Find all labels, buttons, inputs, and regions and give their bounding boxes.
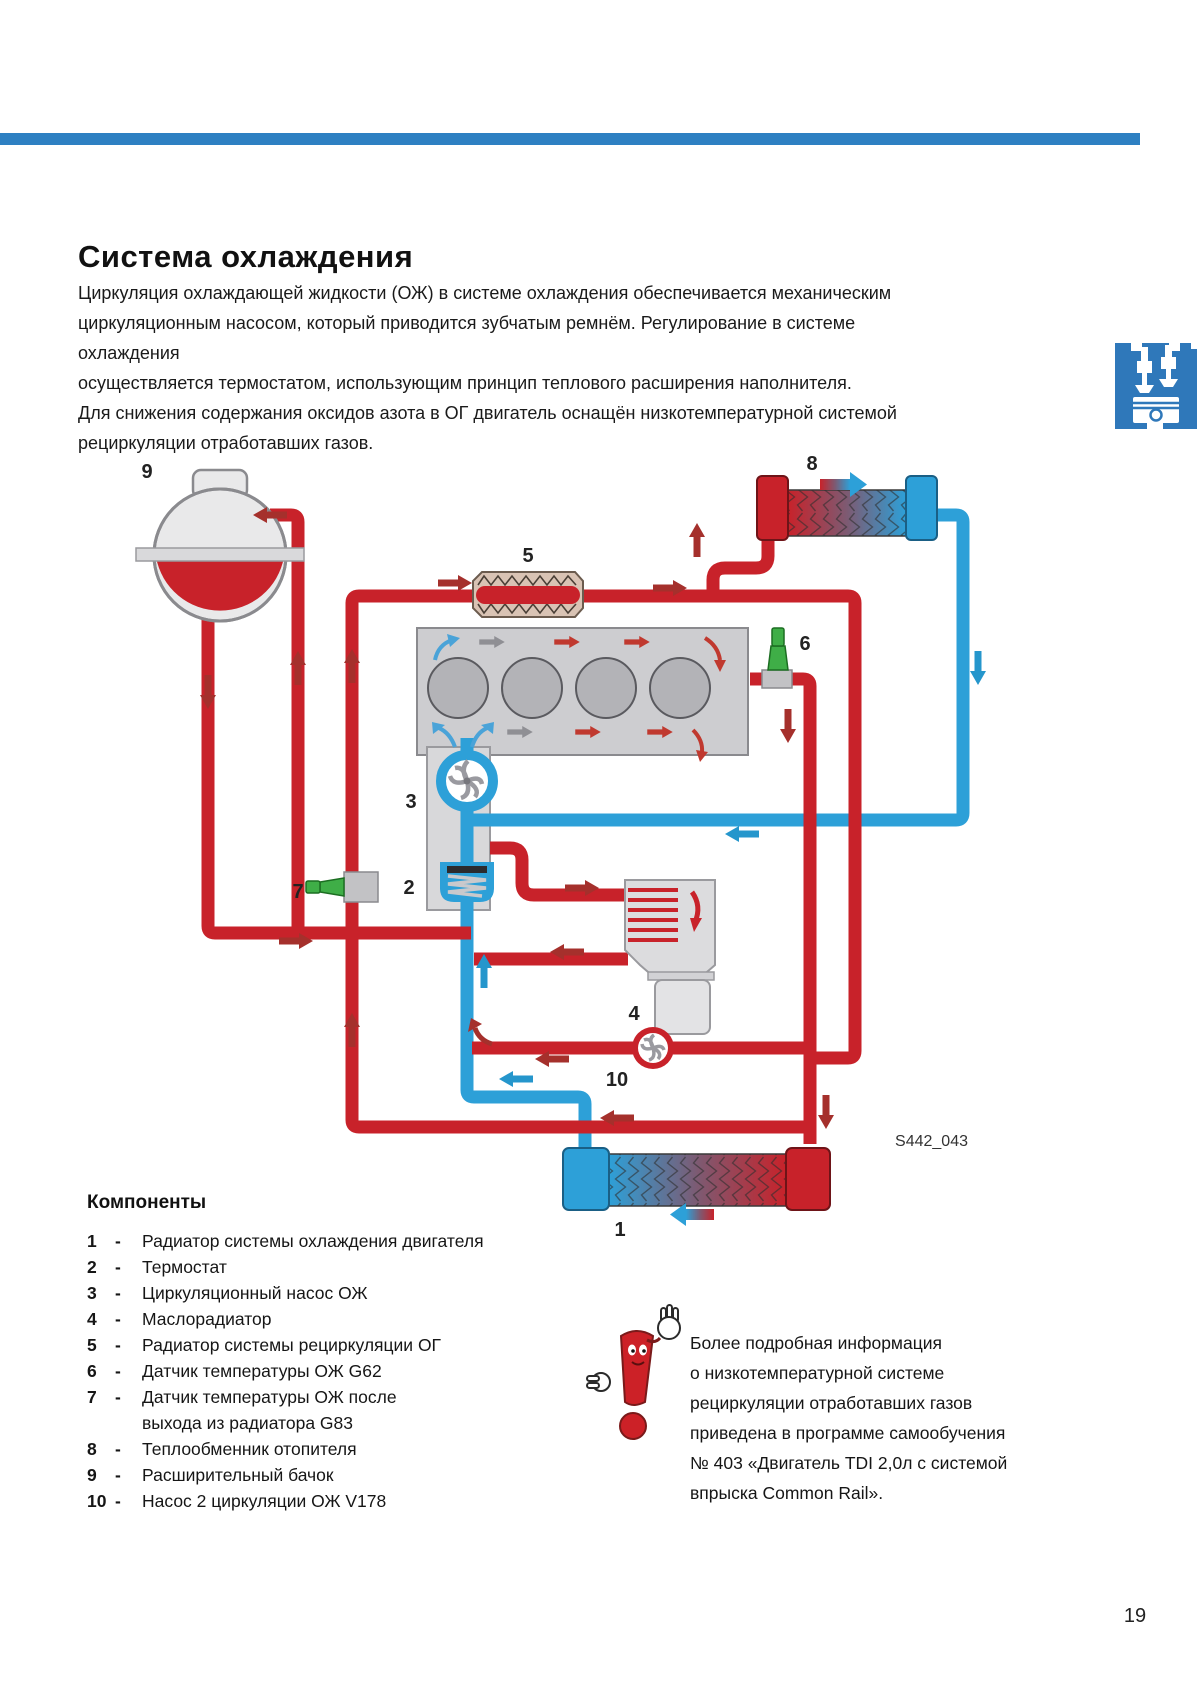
legend-item: 9 - Расширительный бачок	[87, 1465, 334, 1485]
diagram-code: S442_043	[895, 1133, 968, 1150]
auxiliary-pump	[632, 1027, 674, 1069]
legend-item: 8 - Теплообменник отопителя	[87, 1439, 357, 1459]
cooling-system-diagram	[120, 420, 1000, 1240]
components-heading: Компоненты	[87, 1192, 207, 1213]
label-9: 9	[141, 461, 153, 483]
oil-filter-flange	[648, 972, 714, 980]
legend-item: 6 - Датчик температуры ОЖ G62	[87, 1361, 382, 1381]
legend-item-continuation: выхода из радиатора G83	[142, 1413, 353, 1433]
note-line: № 403 «Двигатель TDI 2,0л с системой	[690, 1453, 1008, 1473]
intro-line: осуществляется термостатом, использующим принцип теплового расширения наполнителя.	[78, 373, 852, 393]
note-line: Более подробная информация	[690, 1333, 942, 1353]
label-6: 6	[799, 633, 811, 655]
coolant-pump	[441, 755, 493, 807]
intro-line: Циркуляция охлаждающей жидкости (ОЖ) в системе охлаждения обеспечивается механическим	[78, 283, 892, 303]
legend-item: 5 - Радиатор системы рециркуляции ОГ	[87, 1335, 442, 1355]
intro-line: рециркуляции отработавших газов.	[78, 433, 374, 453]
label-1: 1	[614, 1219, 626, 1240]
expansion-tank	[136, 470, 304, 621]
gradient-flow-arrow	[820, 479, 850, 490]
page-number: 19	[1123, 1605, 1147, 1627]
note-line: впрыска Common Rail».	[690, 1483, 884, 1503]
thermostat	[440, 862, 494, 902]
gradient-flow-arrow	[686, 1209, 714, 1220]
label-2: 2	[403, 877, 415, 899]
page-title: Система охлаждения	[78, 238, 414, 274]
intro-line: Для снижения содержания оксидов азота в ОГ двигатель оснащён низкотемпературной системой	[78, 403, 897, 423]
note-line: приведена в программе самообучения	[690, 1423, 1006, 1443]
oil-filter	[655, 980, 710, 1034]
note-line: о низкотемпературной системе	[690, 1363, 945, 1383]
label-10: 10	[605, 1069, 629, 1091]
legend-item: 10 - Насос 2 циркуляции ОЖ V178	[87, 1491, 387, 1511]
legend-item: 2 - Термостат	[87, 1257, 227, 1277]
legend-item: 7 - Датчик температуры ОЖ после	[87, 1387, 397, 1407]
legend-item: 4 - Маслорадиатор	[87, 1309, 272, 1329]
legend-item: 1 - Радиатор системы охлаждения двигателя	[87, 1231, 484, 1251]
label-8: 8	[806, 453, 818, 475]
heater-core	[757, 472, 937, 540]
label-4: 4	[628, 1003, 640, 1025]
note-line: рециркуляции отработавших газов	[690, 1393, 973, 1413]
label-3: 3	[405, 791, 417, 813]
temperature-sensor-g62	[762, 628, 792, 688]
temperature-sensor-g83	[306, 872, 378, 902]
engine-chapter-icon	[1113, 341, 1199, 431]
label-7: 7	[292, 881, 304, 903]
components-legend	[87, 1192, 557, 1514]
label-5: 5	[522, 545, 534, 567]
note-text	[690, 1328, 1020, 1508]
top-accent-bar	[0, 133, 1140, 145]
legend-item: 3 - Циркуляционный насос ОЖ	[87, 1283, 368, 1303]
main-radiator	[563, 1148, 830, 1226]
intro-line: циркуляционным насосом, который приводится зубчатым ремнём. Регулирование в системе охлаждения	[78, 313, 856, 363]
egr-cooler	[473, 572, 583, 617]
attention-exclamation-mascot-icon	[585, 1300, 685, 1450]
